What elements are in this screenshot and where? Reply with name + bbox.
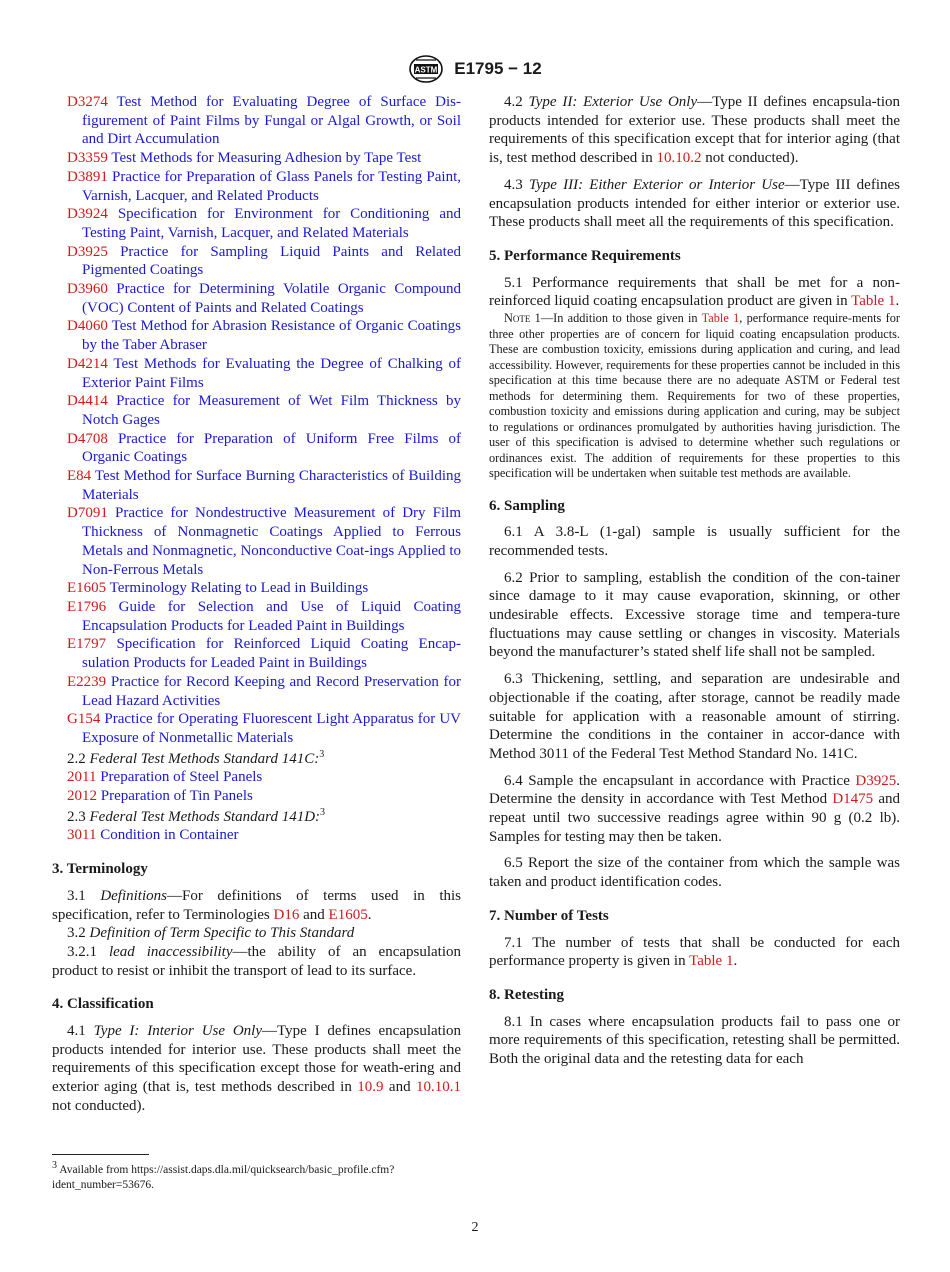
reference-item xyxy=(52,826,461,845)
reference-code-link[interactable]: D3960 xyxy=(67,281,108,298)
reference-title-link[interactable]: Test Method for Surface Burning Characteristics of Building Materials xyxy=(82,468,461,503)
paragraph-6-1: 6.1 A 3.8-L (1-gal) sample is usually sufficient for the recommended tests. xyxy=(489,524,900,559)
paragraph-3-2: 3.2 Definition of Term Specific to This Standard xyxy=(67,925,355,942)
note-1: Note 1—In addition to those given in Table 1, performance require-ments for three other properties are of concern for liquid coating encapsulation products. These are combustion toxicity, emissions during application and curing, and lead accessibility. However, requirements for these properties cannot be included in this specification at this time because there are no adequate ASTM or Federal test methods for determining them. Requirements for two of these properties, combustion toxicity and emissions during application and curing, may be subject to regulations or ordinances promulgated by authorities having jurisdiction. The user of this specification is advised to determine whether such regulations or ordinances exist. The addition of requirements for these properties to this specification will be undertaken when suitable test methods are available. xyxy=(489,311,900,481)
reference-title-link[interactable]: Test Methods for Measuring Adhesion by Tape Test xyxy=(111,150,422,167)
reference-title-link[interactable]: Preparation of Tin Panels xyxy=(100,788,253,805)
reference-title-link[interactable]: Test Methods for Evaluating the Degree of Chalking of Exterior Paint Films xyxy=(82,355,461,391)
section-heading-number-of-tests: 7. Number of Tests xyxy=(489,907,609,924)
reference-item xyxy=(52,598,461,635)
link-10-10-2[interactable]: 10.10.2 xyxy=(656,150,702,167)
reference-code-link[interactable]: D4060 xyxy=(67,318,108,335)
link-10-10-1[interactable]: 10.10.1 xyxy=(416,1079,461,1096)
reference-code-link[interactable]: D4708 xyxy=(67,430,108,447)
paragraph-8-1: 8.1 In cases where encapsulation products fail to pass one or more requirements of this specification, retesting shall be permitted. Both the original data and the retesting data for each xyxy=(489,1013,900,1068)
referenced-documents-list xyxy=(52,93,461,748)
reference-code-link[interactable]: D3274 xyxy=(67,94,108,110)
paragraph-6-5: 6.5 Report the size of the container from which the sample was taken and product identification codes. xyxy=(489,855,900,891)
reference-code-link[interactable]: D3924 xyxy=(67,206,108,223)
reference-code-link[interactable]: 2011 xyxy=(67,769,97,786)
section-heading-retesting: 8. Retesting xyxy=(489,987,564,1003)
reference-item xyxy=(52,768,461,787)
link-d16[interactable]: D16 xyxy=(273,906,300,923)
reference-title-link[interactable]: Practice for Determining Volatile Organic Compound (VOC) Content of Paints and Related Coatings xyxy=(82,281,461,316)
reference-title-link[interactable]: Specification for Environment for Conditioning and Testing Paint, Varnish, Lacquer, and Related Materials xyxy=(82,206,461,241)
paragraph-3-1: 3.1 Definitions—For definitions of terms used in this specification, refer to Terminologies D16 and E1605. xyxy=(52,887,461,923)
reference-code-link[interactable]: D3359 xyxy=(67,150,108,167)
footnote-3: $^3$ Available from https://assist.daps.dla.mil/quicksearch/basic_profile.cfm?ident_number=53676. xyxy=(52,1160,395,1191)
reference-title-link[interactable]: Practice for Operating Fluorescent Light Apparatus for UV Exposure of Nonmetallic Materials xyxy=(82,711,462,746)
svg-text:ASTM: ASTM xyxy=(414,65,438,75)
paragraph-3-2-1: 3.2.1 lead inaccessibility—the ability of an encapsulation product to resist or inhibit the transport of lead to its surface. xyxy=(52,943,462,979)
page-number: 2 xyxy=(471,1220,479,1235)
reference-code-link[interactable]: D3925 xyxy=(67,243,108,260)
reference-title-link[interactable]: Preparation of Steel Panels xyxy=(100,769,263,786)
reference-item xyxy=(52,280,461,317)
link-table-1-note[interactable]: Table 1 xyxy=(701,311,740,326)
fed-141d-list xyxy=(52,826,461,845)
section-heading-terminology: 3. Terminology xyxy=(52,861,148,878)
reference-item xyxy=(52,93,461,149)
document-id: E1795 − 12 xyxy=(454,59,542,78)
reference-title-link[interactable]: Practice for Nondestructive Measurement of Dry Film Thickness of Nonmagnetic Coatings Applied to Ferrous Metals and Nonmagnetic, Nonconductive Coat-ings Applied to Non-Ferrous Metals xyxy=(82,505,461,578)
reference-title-link[interactable]: Practice for Preparation of Uniform Free Films of Organic Coatings xyxy=(82,430,461,466)
reference-code-link[interactable]: D4414 xyxy=(67,393,108,410)
paragraph-4-1: 4.1 Type I: Interior Use Only—Type I defines encapsulation products intended for interior use. These products shall meet the requirements of this specification except those for weath-ering and exterior aging (that is, test methods described in 10.9 and 10.10.1 not conducted). xyxy=(52,1023,461,1114)
reference-item xyxy=(52,205,461,242)
reference-item xyxy=(52,392,461,429)
paragraph-6-4: 6.4 Sample the encapsulant in accordance with Practice D3925. Determine the density in accordance with Test Method D1475 and repeat until two successive readings agree within 90 g (0.2 lb). Samples for testing may then be taken. xyxy=(489,772,901,845)
link-e1605[interactable]: E1605 xyxy=(328,906,368,923)
reference-code-link[interactable]: E1796 xyxy=(67,598,107,615)
astm-logo-icon xyxy=(408,54,444,84)
fed-141d-heading: 2.3 Federal Test Methods Standard 141D:$^3$ xyxy=(67,806,326,825)
reference-code-link[interactable]: E1605 xyxy=(67,580,107,597)
reference-code-link[interactable]: D3891 xyxy=(67,168,108,185)
reference-item xyxy=(52,430,461,467)
reference-item xyxy=(52,787,461,806)
reference-title-link[interactable]: Terminology Relating to Lead in Buildings xyxy=(109,580,369,597)
reference-item xyxy=(52,467,461,504)
reference-code-link[interactable]: D4214 xyxy=(67,355,108,372)
paragraph-6-2: 6.2 Prior to sampling, establish the condition of the con-tainer since damage to it may cause evaporation, skinning, or other undesirable effects. Excessive storage time and tempera-ture fluctuations may cause settling or changes in viscosity. Materials beyond the manufacturer’s stated shelf life shall not be sampled. xyxy=(489,569,900,661)
paragraph-4-2: 4.2 Type II: Exterior Use Only—Type II defines encapsula-tion products intended for exterior use. These products shall meet the requirements of this specification except that for interior aging (that is, test method described in 10.10.2 not conducted). xyxy=(489,94,901,167)
paragraph-4-3: 4.3 Type III: Either Exterior or Interior Use—Type III defines encapsulation products intended for either interior or exterior use. These products shall meet all the requirements of this specification. xyxy=(489,176,900,231)
fed-141c-list xyxy=(52,768,461,805)
reference-title-link[interactable]: Practice for Measurement of Wet Film Thickness by Notch Gages xyxy=(82,393,461,428)
left-column xyxy=(52,93,461,1124)
section-heading-classification: 4. Classification xyxy=(52,996,154,1013)
paragraph-7-1: 7.1 The number of tests that shall be conducted for each performance property is given in Table 1. xyxy=(489,934,900,970)
reference-item xyxy=(52,149,461,168)
reference-title-link[interactable]: Practice for Sampling Liquid Paints and Related Pigmented Coatings xyxy=(82,243,462,279)
reference-code-link[interactable]: G154 xyxy=(67,711,101,728)
reference-item xyxy=(52,635,461,672)
reference-item xyxy=(52,243,461,280)
right-column xyxy=(489,93,900,1077)
reference-code-link[interactable]: 2012 xyxy=(67,788,97,805)
reference-title-link[interactable]: Practice for Record Keeping and Record Preservation for Lead Hazard Activities xyxy=(82,673,461,709)
reference-item xyxy=(52,673,461,710)
reference-title-link[interactable]: Test Method for Evaluating Degree of Surface Dis-figurement of Paint Films by Fungal or Algal Growth, or Soil and Dirt Accumulation xyxy=(82,94,461,148)
fed-141c-heading: 2.2 Federal Test Methods Standard 141C:$^3$ xyxy=(67,748,325,767)
reference-code-link[interactable]: E84 xyxy=(67,468,92,485)
section-heading-sampling: 6. Sampling xyxy=(489,497,565,514)
link-d1475[interactable]: D1475 xyxy=(832,791,874,808)
reference-title-link[interactable]: Specification for Reinforced Liquid Coating Encap-sulation Products for Leaded Paint in Buildings xyxy=(82,636,461,672)
reference-code-link[interactable]: D7091 xyxy=(67,505,108,522)
paragraph-6-3: 6.3 Thickening, settling, and separation are undesirable and objectionable if the coating, after storage, cannot be readily made suitable for application with a reasonable amount of stirring. Determine the conditions in the container in accor-dance with Method 3011 of the Federal Test Method Standard No. 141C. xyxy=(489,671,900,762)
reference-item xyxy=(52,579,461,598)
section-heading-performance-requirements: 5. Performance Requirements xyxy=(489,247,681,264)
reference-item xyxy=(52,317,461,354)
reference-code-link[interactable]: E1797 xyxy=(67,636,107,653)
paragraph-5-1: 5.1 Performance requirements that shall be met for a non-reinforced liquid coating encapsulation product are given in Table 1. xyxy=(489,274,900,310)
reference-item xyxy=(52,168,461,205)
link-table-1[interactable]: Table 1 xyxy=(851,293,896,310)
reference-code-link[interactable]: E2239 xyxy=(67,673,107,690)
reference-item xyxy=(52,355,461,392)
reference-item xyxy=(52,504,461,579)
reference-title-link[interactable]: Guide for Selection and Use of Liquid Coating Encapsulation Products for Leaded Paint in Buildings xyxy=(82,598,461,634)
reference-code-link[interactable]: 3011 xyxy=(67,827,97,844)
reference-title-link[interactable]: Test Method for Abrasion Resistance of Organic Coatings by the Taber Abraser xyxy=(82,318,462,354)
link-d3925[interactable]: D3925 xyxy=(855,772,897,789)
link-table-1-sec7[interactable]: Table 1 xyxy=(689,953,734,970)
reference-item xyxy=(52,710,461,747)
reference-title-link[interactable]: Practice for Preparation of Glass Panels for Testing Paint, Varnish, Lacquer, and Related Products xyxy=(82,168,461,204)
footnote-rule xyxy=(52,1154,149,1155)
link-10-9[interactable]: 10.9 xyxy=(357,1079,384,1096)
page-header xyxy=(0,54,950,84)
reference-title-link[interactable]: Condition in Container xyxy=(100,827,239,844)
